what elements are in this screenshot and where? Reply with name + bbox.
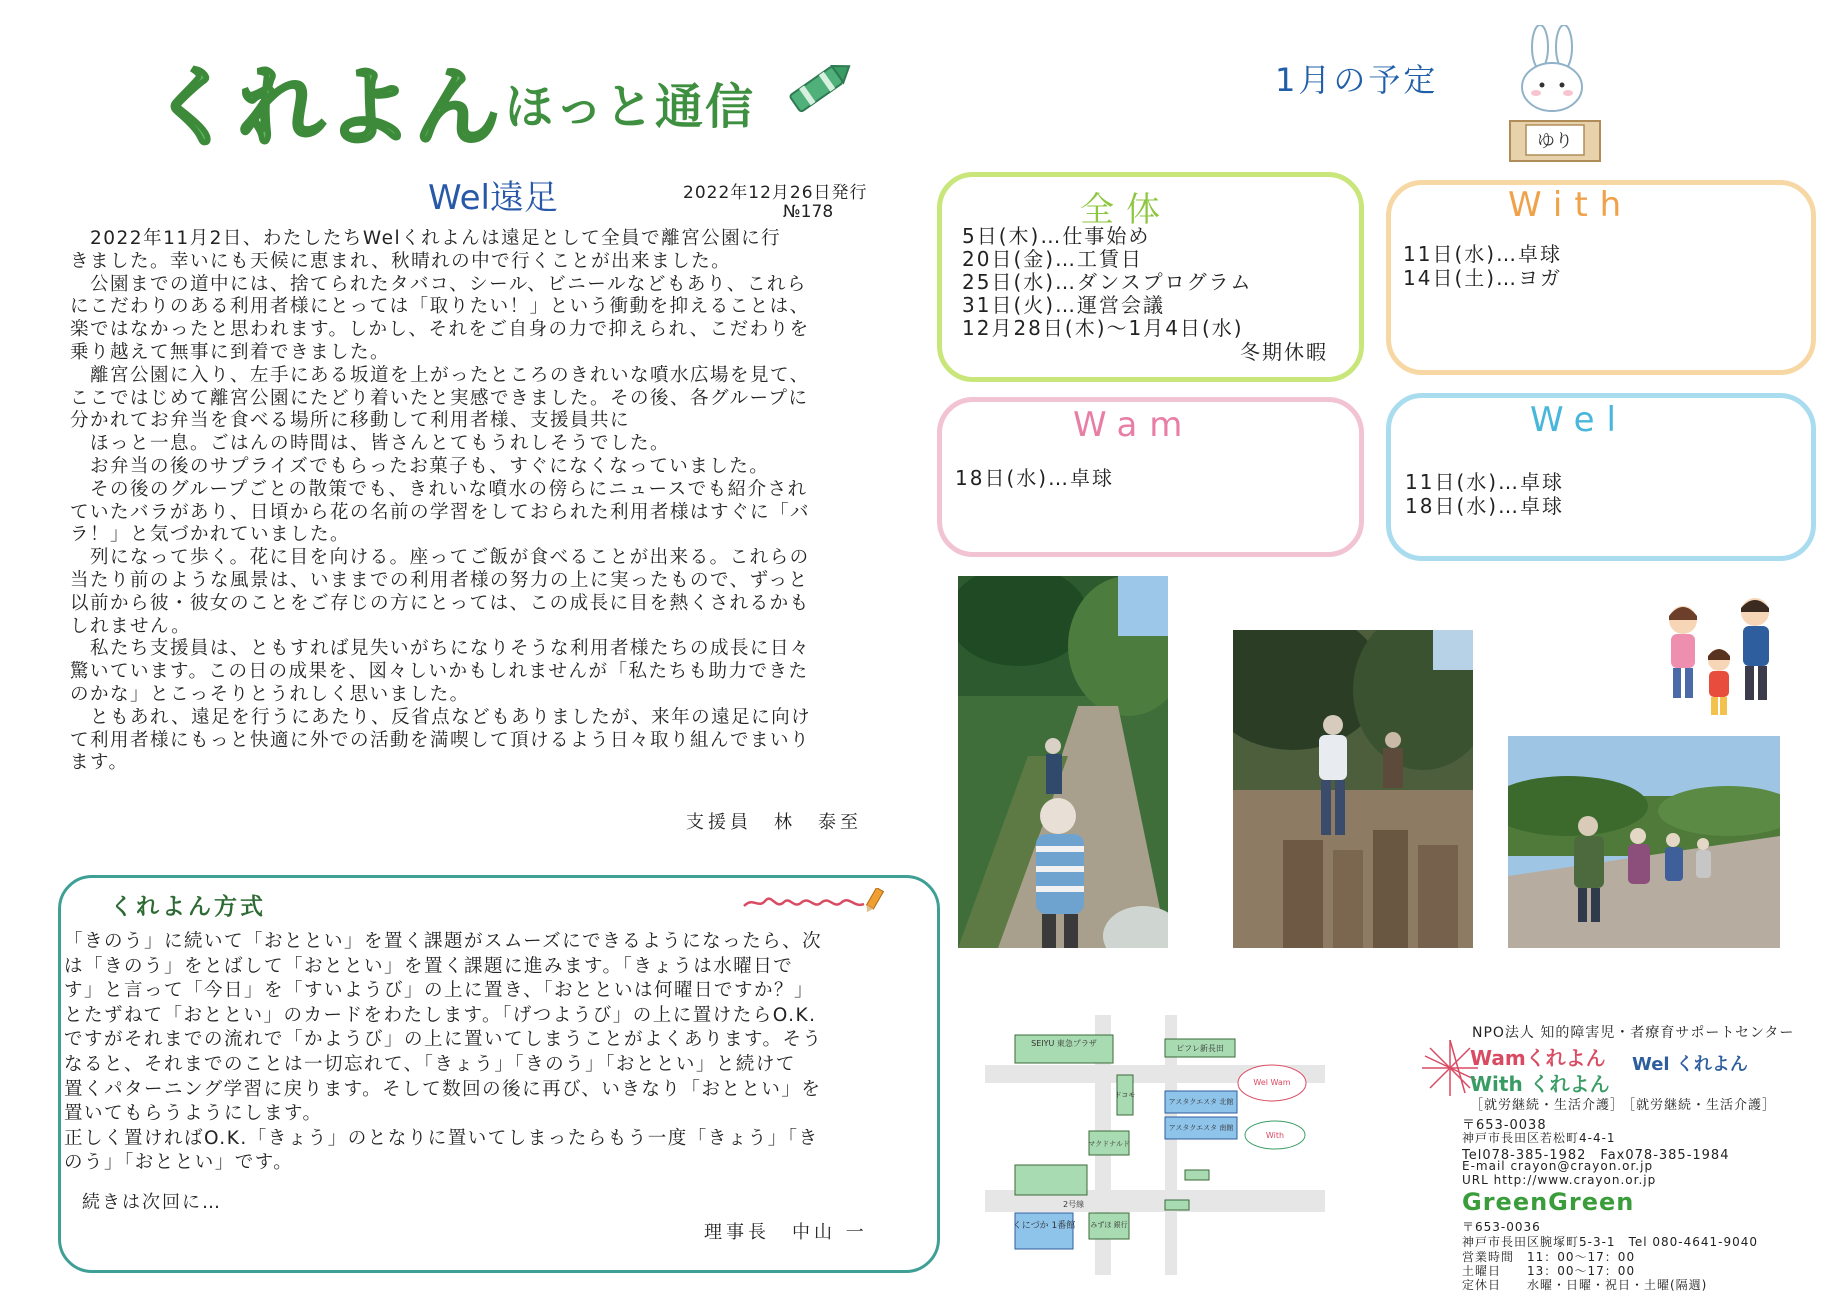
excursion-photo-walkway [1508, 736, 1780, 948]
map-label-asta1: アスタクエスタ 北館 [1168, 1098, 1234, 1106]
article-body [70, 228, 910, 775]
org-wam-service: ［就労継続・生活介護］ [1470, 1098, 1625, 1113]
article-paragraph: 列になって歩く。花に目を向ける。座ってご飯が食べることが出来る。これらの 当たり前のような風景は、いままでの利用者様の努力の上に実ったもので、ずっと 以前から彼・彼女のことをご存じの方にとっては、この成長に目を熱くされるかも しれません。 [70, 547, 810, 637]
crayon-icon [778, 60, 858, 116]
schedule-title: 1月の予定 [1275, 61, 1439, 99]
org-tel: Tel078-385-1982 Fax078-385-1984 [1462, 1148, 1730, 1163]
schedule-all-note: 冬期休暇 [1240, 340, 1328, 364]
issue-date: 2022年12月26日発行 [683, 183, 868, 203]
article-paragraph: 公園までの道中には、捨てられたタバコ、シール、ビニールなどもあり、これら にこだわりのある利用者様にとっては「取りたい！」という衝動を抑えることは、 楽ではなかったと思われます。しかし、それをご自身の力で抑えられ、こだわりを 乗り越えて無事に到着できました。 [70, 273, 810, 363]
excursion-photo-stumps [1233, 630, 1473, 948]
newsletter-subtitle: ほっと通信 [505, 79, 756, 135]
article-paragraph: その後のグループごとの散策でも、きれいな噴水の傍らにニュースでも紹介され ていたバラがあり、日頃から花の名前の学習をしておられた利用者様はすぐに「バ ラ！」と気づかれていました。 [70, 478, 811, 546]
article-paragraph: お弁当の後のサプライズでもらったお菓子も、すぐになくなっていました。 [70, 455, 770, 477]
org-with-name: With くれよん [1470, 1072, 1610, 1096]
schedule-all-title: 全体 [1080, 190, 1172, 230]
org-address: 神戸市長田区若松町4-4-1 [1462, 1131, 1616, 1145]
method-paragraph: 「きのう」に続いて「おととい」を置く課題がスムーズにできるようになったら、次 は「きのう」をとばして「おととい」を置く課題に進みます。「きょうは水曜日で す」と言って「今日」を「すいようび」の上に置き、「おとといは何曜日ですか？」 とたずねて「おととい」のカードをわたします。「げつようび」の上に置けたらO.K. ですがそれまでの流れで「かようび」の上に置いてしまうことがよくあります。そう なると、それまでのことは一切忘れて、「きょう」「きのう」「おととい」と続けて 置くパターニング学習に戻ります。そして数回の後に再び、いきなり「おととい」を 置いてもらうようにします。 [64, 931, 823, 1125]
schedule-with-line: 11日(水)…卓球 [1403, 242, 1563, 266]
article-paragraph: 私たち支援員は、ともすれば見失いがちになりそうな利用者様たちの成長に日々 驚いています。この日の成果を、図々しいかもしれませんが「私たちも助力できた のかな」とこっそりとうれしく思いました。 [70, 638, 811, 705]
map-bubble-with: With [1265, 1131, 1285, 1140]
org-wam-name: Wamくれよん [1470, 1046, 1606, 1070]
article-signature: 支援員 林 泰至 [686, 812, 862, 833]
map-label-doko: ドコモ [1114, 1091, 1136, 1099]
article-paragraph: 2022年11月2日、わたしたちWelくれよんは遠足として全員で離宮公園に行 きました。幸いにも天候に恵まれ、秋晴れの中で行くことが出来ました。 [70, 228, 782, 272]
schedule-with-line: 14日(土)…ヨガ [1403, 266, 1563, 290]
bunny-sign-text: ゆり [1537, 131, 1573, 152]
continued-note: 続きは次回に… [82, 1192, 222, 1213]
issue-number: №178 [783, 202, 834, 222]
article-title: Wel遠足 [428, 178, 558, 218]
schedule-with-title: With [1508, 185, 1634, 225]
org-wel-name: Wel くれよん [1632, 1054, 1748, 1075]
schedule-all-line: 20日(金)…工賃日 [962, 247, 1144, 271]
map-label-mizuho: みずほ 銀行 [1090, 1221, 1128, 1229]
org-hours-weekday: 営業時間 11：00～17：00 [1462, 1250, 1636, 1264]
method-signature: 理事長 中山 一 [704, 1222, 868, 1243]
org-postal: 〒653-0038 [1462, 1118, 1547, 1133]
schedule-wam-line: 18日(水)…卓球 [955, 466, 1115, 490]
org-green-postal: 〒653-0036 [1462, 1220, 1541, 1234]
org-closed-days: 定休日 水曜・日曜・祝日・土曜(隔週) [1462, 1278, 1708, 1292]
schedule-wel-title: Wel [1530, 400, 1628, 440]
method-title: くれよん方式 [110, 894, 266, 920]
schedule-wel-line: 18日(水)…卓球 [1405, 494, 1565, 518]
bunny-illustration [1500, 25, 1610, 165]
map-bubble-wel: Wel Wam [1253, 1078, 1291, 1087]
map-label-kunizuka: くにづか 1番館 [1012, 1221, 1076, 1231]
location-map [985, 1015, 1325, 1275]
schedule-all-line: 31日(火)…運営会議 [962, 293, 1166, 317]
org-wel-service: ［就労継続・生活介護］ [1622, 1098, 1777, 1113]
pencil-scribble-icon [740, 888, 890, 912]
method-paragraph: 正しく置ければO.K.「きょう」のとなりに置いてしまったらもう一度「きょう」「き のう」「おととい」です。 [64, 1127, 819, 1174]
schedule-wel-line: 11日(水)…卓球 [1405, 470, 1565, 494]
org-green-name: GreenGreen [1462, 1188, 1635, 1216]
schedule-all-line: 5日(木)…仕事始め [962, 224, 1151, 248]
schedule-all-line: 25日(水)…ダンスプログラム [962, 270, 1253, 294]
family-walking-illustration [1655, 590, 1795, 720]
map-label-asta2: アスタクエスタ 南館 [1168, 1124, 1234, 1132]
schedule-wam-title: Wam [1073, 405, 1195, 445]
method-body [64, 930, 934, 1176]
map-label-seiyu: SEIYU 東急プラザ [1031, 1039, 1097, 1048]
map-label-mcd: マクドナルド [1088, 1140, 1130, 1148]
article-paragraph: 離宮公園に入り、左手にある坂道を上がったところのきれいな噴水広場を見て、 ここではじめて離宮公園にたどり着いたと実感できました。その後、各グループに 分かれてお弁当を食べる場所に移動して利用者様、支援員共に ほっと一息。ごはんの時間は、皆さんとてもうれしそうでした。 [70, 364, 810, 455]
newsletter-logo: くれよん [150, 58, 502, 158]
schedule-all-line: 12月28日(木)～1月4日(水) [962, 316, 1244, 340]
map-label-route2: 2号線 [1063, 1200, 1085, 1209]
org-green-address: 神戸市長田区腕塚町5-3-1 Tel 080-4641-9040 [1462, 1235, 1759, 1249]
org-url: URL http://www.crayon.or.jp [1462, 1173, 1657, 1187]
org-heading: NPO法人 知的障害児・者療育サポートセンター [1472, 1025, 1795, 1041]
org-hours-saturday: 土曜日 13：00～17：00 [1462, 1264, 1636, 1278]
map-label-piful: ピフレ新長田 [1176, 1044, 1224, 1053]
article-paragraph: ともあれ、遠足を行うにあたり、反省点などもありましたが、来年の遠足に向け て利用者様にもっと快適に外での活動を満喫して頂けるよう日々取り組んでまいり ます。 [70, 706, 812, 774]
org-email: E-mail crayon@crayon.or.jp [1462, 1159, 1654, 1173]
excursion-photo-path [958, 576, 1168, 948]
